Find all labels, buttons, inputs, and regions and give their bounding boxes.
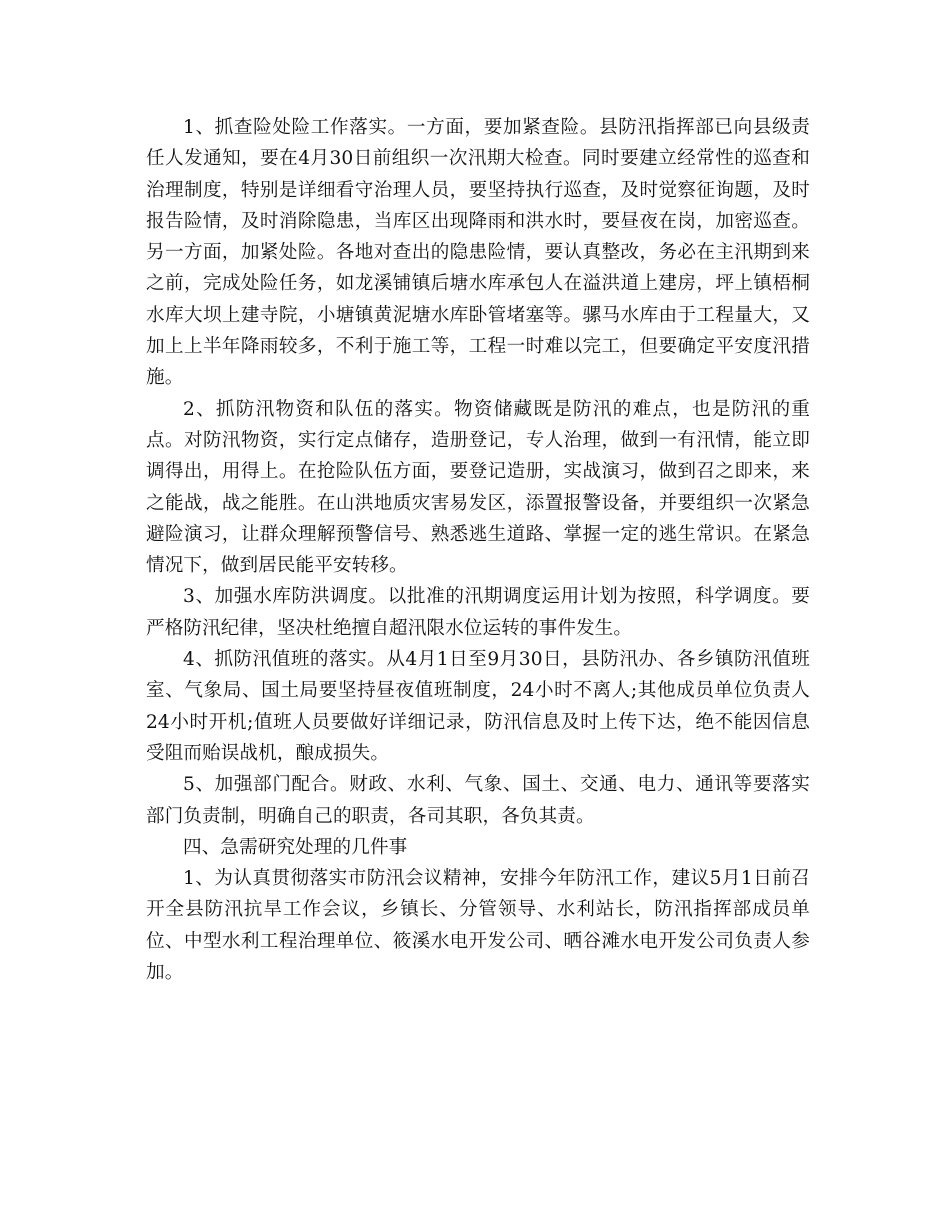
paragraph-meeting: 1、为认真贯彻落实市防汛会议精神，安排今年防汛工作，建议5月1日前召开全县防汛抗旱工作会议，乡镇长、分管领导、水利站长，防汛指挥部成员单位、中型水利工程治理单位、筱溪水电开发公司、晒谷滩水电开发公司负责人参加。: [146, 868, 810, 984]
paragraph-reservoir-dispatch: 3、加强水库防洪调度。以批准的汛期调度运用计划为按照，科学调度。要严格防汛纪律，坚决杜绝擅自超汛限水位运转的事件发生。: [146, 586, 810, 639]
paragraph-inspection: 1、抓查险处险工作落实。一方面，要加紧查险。县防汛指挥部已向县级责任人发通知，要在4月30日前组织一次汛期大检查。同时要建立经常性的巡查和治理制度，特别是详细看守治理人员，要坚持执行巡查，及时觉察征询题，及时报告险情，及时消除隐患，当库区出现降雨和洪水时，要昼夜在岗，加密巡查。另一方面，加紧处险。各地对查出的隐患险情，要认真整改，务必在主汛期到来之前，完成处险任务，如龙溪铺镇后塘水库承包人在溢洪道上建房，坪上镇梧桐水库大坝上建寺院，小塘镇黄泥塘水库卧管堵塞等。骡马水库由于工程量大，又加上上半年降雨较多，不利于施工等，工程一时难以完工，但要确定平安度汛措施。: [146, 117, 810, 389]
paragraph-materials: 2、抓防汛物资和队伍的落实。物资储藏既是防汛的难点，也是防汛的重点。对防汛物资，实行定点储存，造册登记，专人治理，做到一有汛情，能立即调得出，用得上。在抢险队伍方面，要登记造册，实战演习，做到召之即来，来之能战，战之能胜。在山洪地质灾害易发区，添置报警设备，并要组织一次紧急避险演习，让群众理解预警信号、熟悉逃生道路、掌握一定的逃生常识。在紧急情况下，做到居民能平安转移。: [146, 398, 810, 577]
paragraph-coordination: 5、加强部门配合。财政、水利、气象、国土、交通、电力、通讯等要落实部门负责制，明确自己的职责，各司其职，各负其责。: [146, 774, 810, 827]
section-heading: 四、急需研究处理的几件事: [183, 836, 408, 858]
paragraph-duty: 4、抓防汛值班的落实。从4月1日至9月30日，县防汛办、各乡镇防汛值班室、气象局、国土局要坚持昼夜值班制度，24小时不离人;其他成员单位负责人24小时开机;值班人员要做好详细记录，防汛信息及时上传下达，绝不能因信息受阻而贻误战机，酿成损失。: [146, 649, 810, 764]
document-body: [146, 112, 810, 988]
